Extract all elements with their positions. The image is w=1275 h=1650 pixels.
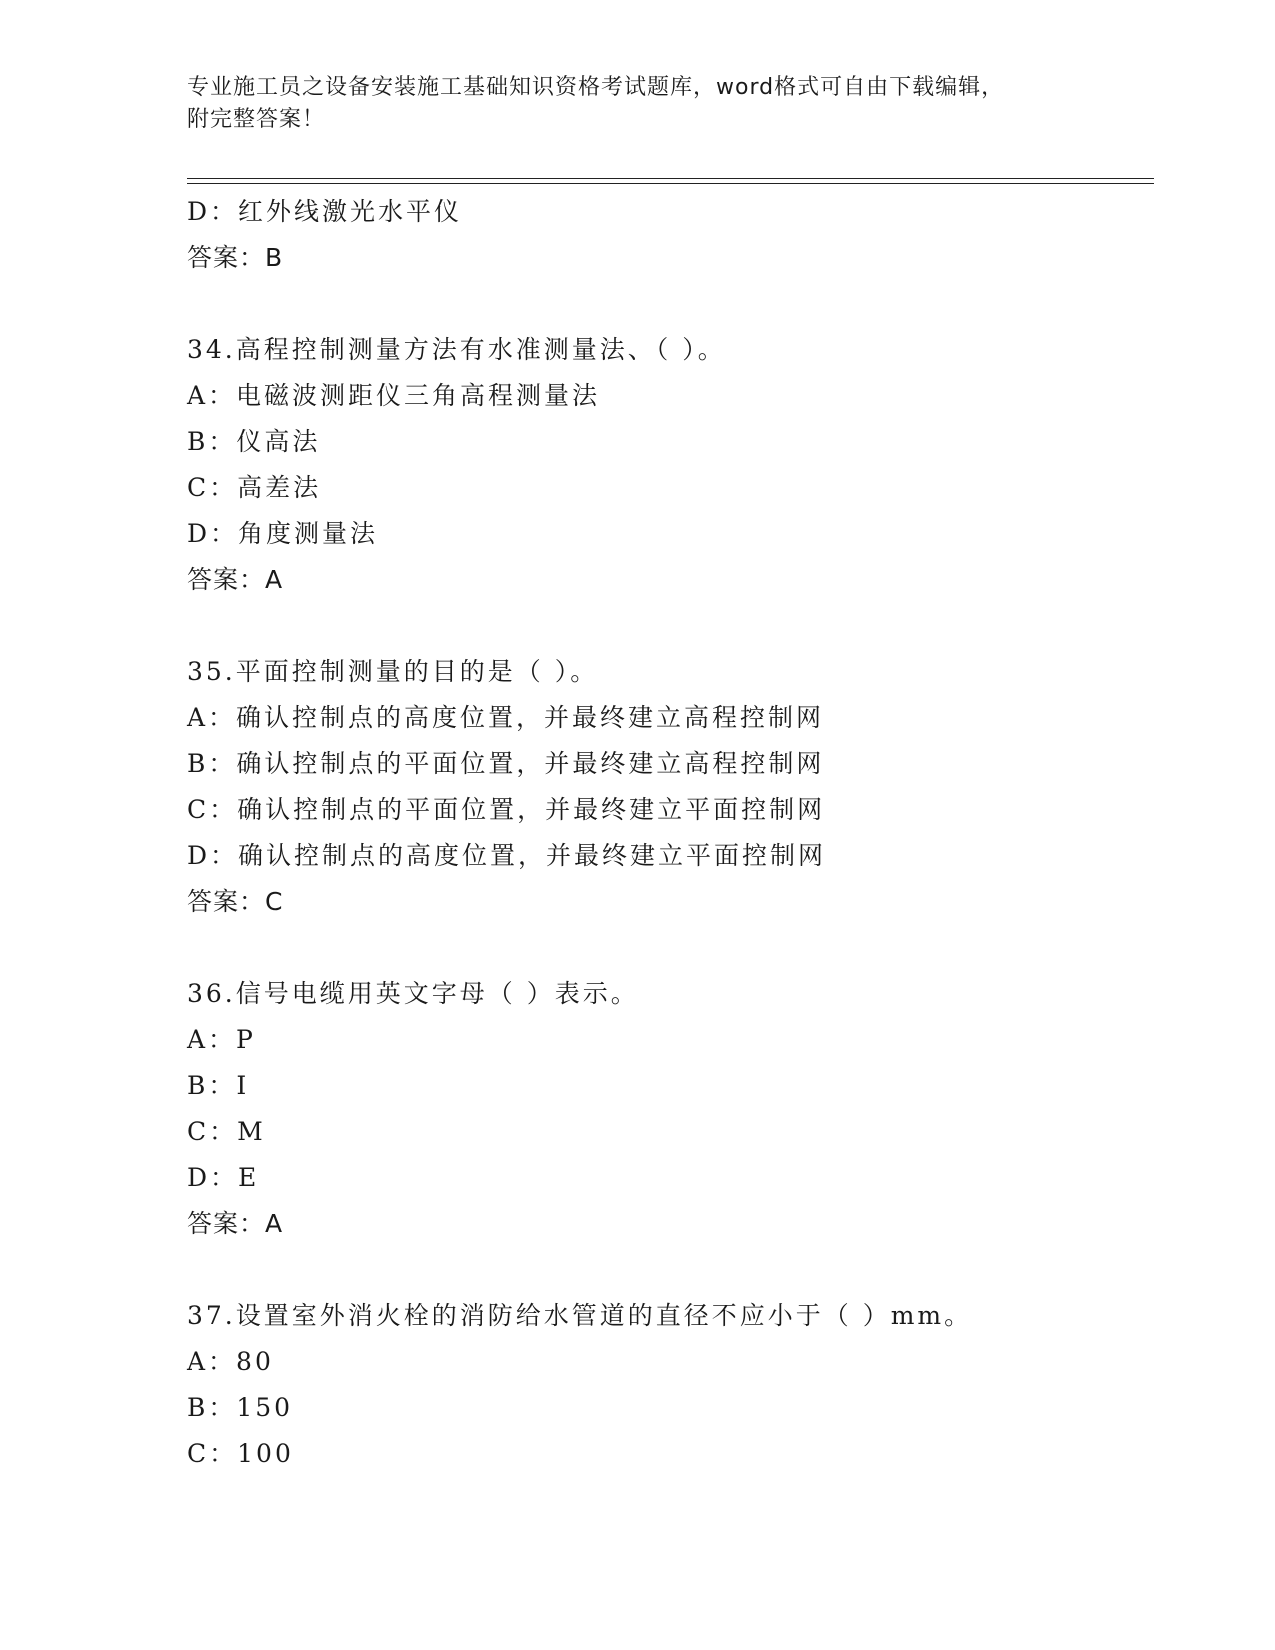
spacer <box>187 1247 1147 1293</box>
option-d: D：红外线激光水平仪 <box>187 197 463 226</box>
question-stem-37: 37.设置室外消火栓的消防给水管道的直径不应小于（ ）mm。 <box>187 1301 973 1330</box>
answer-line: 答案：A <box>187 565 284 594</box>
option-a: A：80 <box>187 1347 274 1376</box>
option-c: C：100 <box>187 1439 294 1468</box>
spacer <box>187 603 1147 649</box>
header-divider-top <box>187 178 1154 179</box>
option-d: D：角度测量法 <box>187 519 379 548</box>
option-c: C：M <box>187 1117 266 1146</box>
option-c: C：高差法 <box>187 473 322 502</box>
option-b: B：I <box>187 1071 250 1100</box>
spacer <box>187 925 1147 971</box>
question-list <box>187 189 1147 1477</box>
option-c: C：确认控制点的平面位置，并最终建立平面控制网 <box>187 795 826 824</box>
option-a: A：P <box>187 1025 256 1054</box>
header-line-2: 附完整答案！ <box>187 107 326 132</box>
answer-line: 答案：A <box>187 1209 284 1238</box>
header-line-1: 专业施工员之设备安装施工基础知识资格考试题库，word格式可自由下载编辑， <box>187 75 1005 100</box>
option-a: A：确认控制点的高度位置，并最终建立高程控制网 <box>187 703 825 732</box>
option-a: A：电磁波测距仪三角高程测量法 <box>187 381 601 410</box>
option-d: D：确认控制点的高度位置，并最终建立平面控制网 <box>187 841 827 870</box>
question-stem-34: 34.高程控制测量方法有水准测量法、（ ）。 <box>187 335 726 364</box>
question-stem-35: 35.平面控制测量的目的是（ ）。 <box>187 657 599 686</box>
question-stem-36: 36.信号电缆用英文字母（ ）表示。 <box>187 979 639 1008</box>
answer-line: 答案：C <box>187 887 284 916</box>
option-d: D：E <box>187 1163 260 1192</box>
answer-line: 答案：B <box>187 243 284 272</box>
option-b: B：150 <box>187 1393 294 1422</box>
option-b: B：仪高法 <box>187 427 321 456</box>
header-divider-bottom <box>187 183 1154 184</box>
spacer <box>187 281 1147 327</box>
document-header <box>187 72 1067 136</box>
option-b: B：确认控制点的平面位置，并最终建立高程控制网 <box>187 749 825 778</box>
